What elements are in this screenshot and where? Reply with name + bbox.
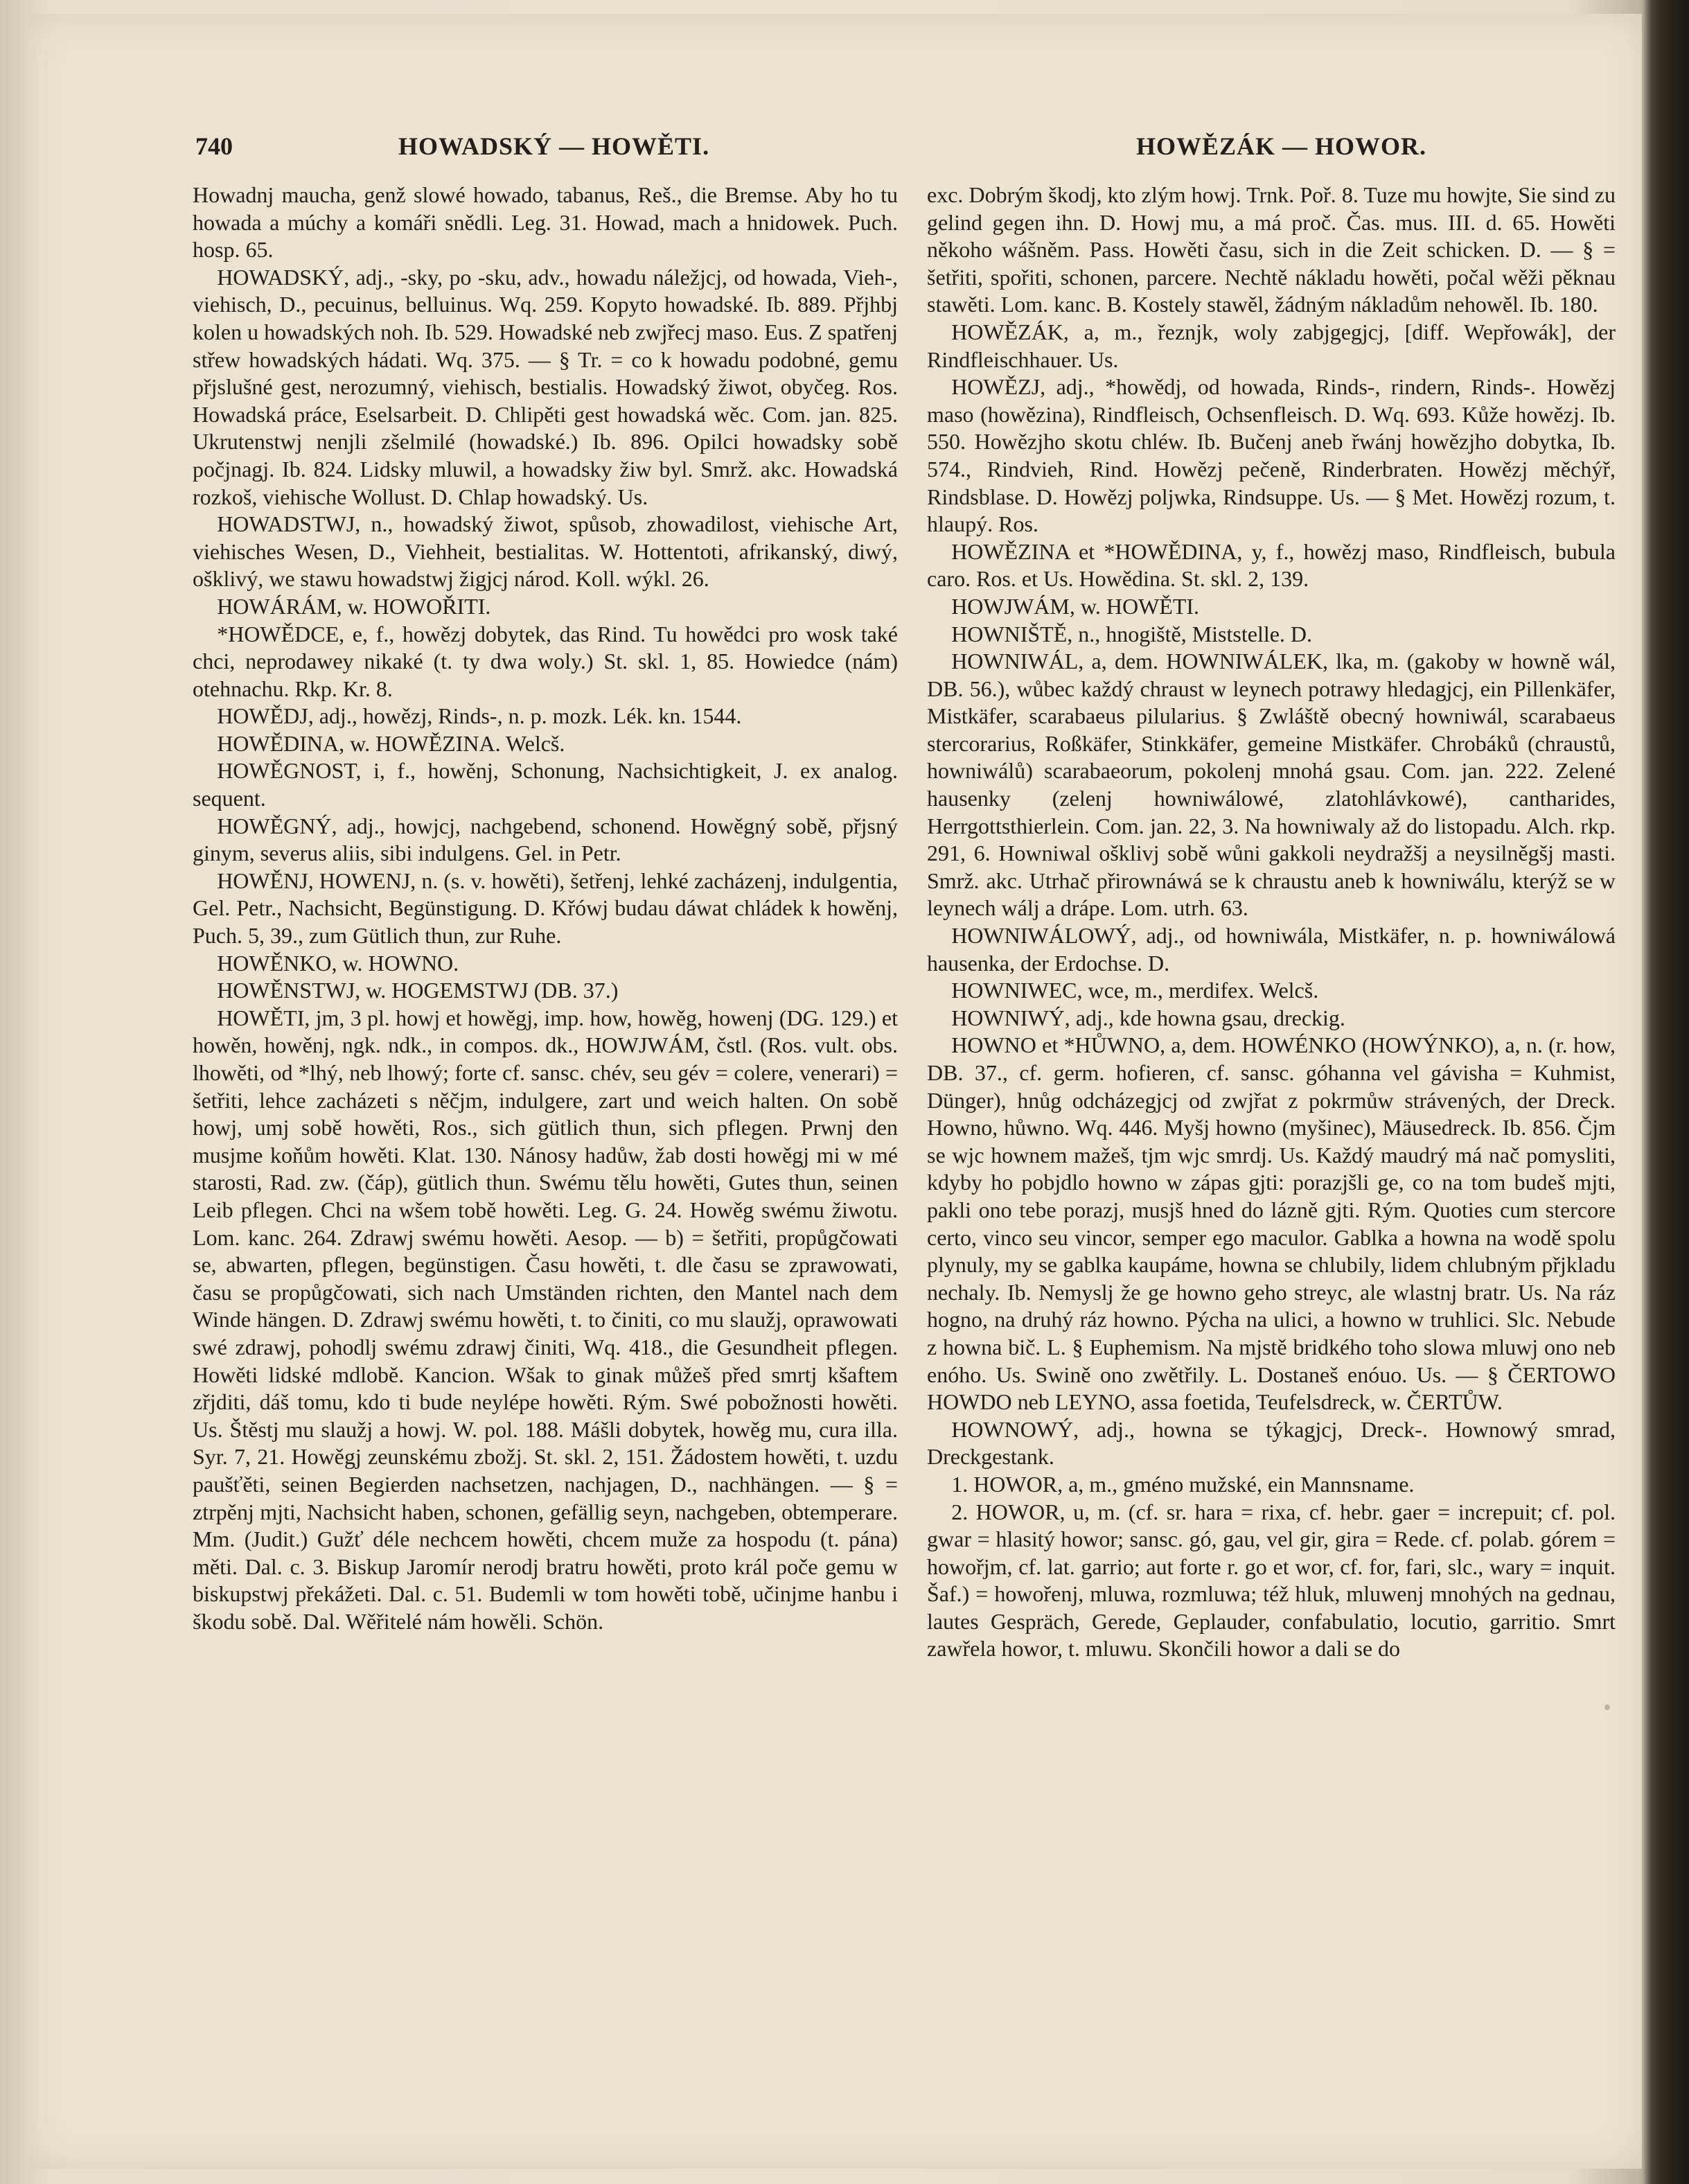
dictionary-entry: HOWĚGNÝ, adj., howjcj, nachgebend, schonend. Howěgný sobě, přjsný ginym, severus aliis, sibi indulgens. Gel. in Petr. [193, 813, 898, 866]
dictionary-entry: Howadnj maucha, genž slowé howado, tabanus, Reš., die Bremse. Aby ho tu howada a múchy a komáři snědli. Leg. 31. Howad, mach a hnidowek. Puch. hosp. 65. [193, 182, 898, 263]
dictionary-entry: HOWĚNKO, w. HOWNO. [217, 950, 459, 976]
right-column [927, 182, 1616, 1663]
dictionary-entry: HOWNIWEC, wce, m., merdifex. Welcš. [951, 978, 1319, 1003]
dictionary-entry: HOWĚDJ, adj., howězj, Rinds-, n. p. mozk. Lék. kn. 1544. [217, 703, 742, 729]
dictionary-entry: HOWJWÁM, w. HOWĚTI. [951, 593, 1200, 619]
dictionary-entry: 2. HOWOR, u, m. (cf. sr. hara = rixa, cf. hebr. gaer = increpuit; cf. pol. gwar = hlasitý howor; sansc. gó, gau, vel gir, gira = Rede. cf. polab. górem = howořjm, cf. lat. garrio; aut forte r. go et wor, cf. for, fari, slc., wary = inquit. Šaf.) = howořenj, mluwa, rozmluwa; též hluk, mluwenj mnohých na gednau, lautes Gespräch, Gerede, Geplauder, confabulatio, locutio, garritio. Smrt zawřela howor, t. mluwu. Skončili howor a dali se do [927, 1499, 1616, 1662]
dictionary-entry: HOWADSTWJ, n., howadský žiwot, spůsob, zhowadilost, viehische Art, viehisches Wesen, D., Viehheit, bestialitas. W. Hottentoti, afrikanský, diwý, ošklivý, we stawu howadstwj žigjcj národ. Koll. wýkl. 26. [193, 511, 898, 592]
dictionary-entry: HOWĚNSTWJ, w. HOGEMSTWJ (DB. 37.) [217, 978, 619, 1003]
page-number: 740 [195, 132, 233, 160]
dictionary-entry: HOWĚDINA, w. HOWĚZINA. Welcš. [217, 730, 565, 756]
dictionary-entry: HOWADSKÝ, adj., -sky, po -sku, adv., howadu náležjcj, od howada, Vieh-, viehisch, D., pecuinus, belluinus. Wq. 259. Kopyto howadské. Ib. 889. Přjhbj kolen u howadských noh. Ib. 529. Howadské neb zwjřecj maso. Eus. Z spatřenj střew howadských hádati. Wq. 375. — § Tr. = co k howadu podobné, gemu přjslušné gest, nerozumný, viehisch, bestialis. Howadský žiwot, obyčeg. Ros. Howadská práce, Eselsarbeit. D. Chlipěti gest howadská wěc. Com. jan. 825. Ukrutenstwj nenjli zšelmilé (howadské.) Ib. 896. Opilci howadsky sobě počjnagj. Ib. 824. Lidsky mluwil, a howadsky žiw byl. Smrž. akc. Howadská rozkoš, viehische Wollust. D. Chlap howadský. Us. [193, 264, 898, 509]
running-head-right: HOWĚZÁK — HOWOR. [1136, 132, 1427, 160]
dictionary-entry: exc. Dobrým škodj, kto zlým howj. Trnk. Poř. 8. Tuze mu howjte, Sie sind zu gelind gegen ihn. D. Howj mu, a má proč. Čas. mus. III. d. 65. Howěti někoho wášněm. Pass. Howěti času, sich in die Zeit schicken. D. — § = šetřiti, spořiti, schonen, parcere. Nechtě nákladu howěti, počal wěži pěknau stawěti. Lom. kanc. B. Kostely stawěl, žádným nákladům nehowěl. Ib. 180. [927, 182, 1616, 317]
dictionary-entry: HOWNIWÝ, adj., kde howna gsau, dreckig. [951, 1005, 1345, 1030]
scan-speck [1604, 1705, 1610, 1710]
dictionary-entry: HOWNIŠTĚ, n., hnogiště, Miststelle. D. [951, 621, 1313, 646]
dictionary-entry: HOWĚZÁK, a, m., řeznjk, woly zabjgegjcj, [diff. Wepřowák], der Rindfleischhauer. Us. [927, 319, 1616, 372]
left-column [193, 182, 898, 1635]
dictionary-entry: HOWNO et *HŮWNO, a, dem. HOWÉNKO (HOWÝNKO), a, n. (r. how, DB. 37., cf. germ. hofieren, cf. sansc. góhanna vel gávisha = Kuhmist, Dünger), hnůg odcházegjcj od zwjřat z pokrmůw strávených, der Dreck. Howno, hůwno. Wq. 446. Myšj howno (myšinec), Mäusedreck. Ib. 856. Čjm se wjc hownem mažeš, tjm wjc smrdj. Us. Každý maudrý má nač pomysliti, kdyby ho pobjdlo howno w zápas gjti: porazjšli ge, co na tom budeš mjti, pakli ono tebe porazj, musjš hned do lázně gjti. Rým. Quoties cum stercore certo, vinco seu vincor, semper ego maculor. Gablka a howna na wodě spolu plynuly, my se gablka kaupáme, howna se chlubily, lidem chlubným přjkladu nechaly. Ib. Nemyslj že ge howno geho streyc, ale wlastnj bratr. Us. Na ráz hogno, na druhý ráz howno. Pýcha na ulici, a howno w truhlici. Slc. Nebude z howna bič. L. § Euphemism. Na mjstě bridkého toho slowa mluwj ono neb enóho. Us. Swině ono zwětřily. L. Dostaneš enóuo. Us. — § ČERTOWO HOWDO neb LEYNO, assa foetida, Teufelsdreck, w. ČERTŮW. [927, 1032, 1616, 1415]
dictionary-entry: HOWĚTI, jm, 3 pl. howj et howěgj, imp. how, howěg, howenj (DG. 129.) et howěn, howěnj, ngk. ndk., in compos. dk., HOWJWÁM, čstl. (Ros. vult. obs. lhowěti, od *lhý, neb lhowý; forte cf. sansc. chév, seu gév = colere, venerari) = šetřiti, lehce zacházeti s něčjm, indulgere, zart und weich halten. On sobě howj, umj sobě howěti, Ros., sich gütlich thun, sich pflegen. Prwnj den musjme koňům howěti. Klat. 130. Nánosy hadůw, žab dosti howěgj mi w mé starosti, Rad. zw. (čáp), gütlich thun. Swému tělu howěti, Gutes thun, seinen Leib pflegen. Chci na wšem tobě howěti. Leg. G. 24. Howěg swému žiwotu. Lom. kanc. 264. Zdrawj swému howěti. Aesop. — b) = šetřiti, propůgčowati se, abwarten, pflegen, begünstigen. Času howěti, t. dle času se zprawowati, času se propůgčowati, sich nach Umständen richten, den Mantel nach dem Winde hängen. D. Zdrawj swému howěti, t. to činiti, co mu slaužj, oprawowati swé zdrawj, pohodlj swému zdrawj činiti, Wq. 418., die Gesundheit pflegen. Howěti lidské mdlobě. Kancion. Wšak to ginak můžeš před smrtj kšaftem zřjditi, dáš tomu, kdo ti bude neylépe howěti. Rým. Swé pobožnosti howěti. Us. Štěstj mu slaužj a howj. W. pol. 188. Mášli dobytek, howěg mu, cura illa. Syr. 7, 21. Howěgj zeunskému zbožj. St. skl. 2, 151. Žádostem howěti, t. uzdu paušťěti, seinen Begierden nachsetzen, nachjagen, D., nachhängen. — § = ztrpěnj mjti, Nachsicht haben, schonen, gefällig seyn, nachgeben, obtemperare. Mm. (Judit.) Gužť déle nechcem howěti, chcem muže za hospodu (t. pána) měti. Dal. c. 3. Biskup Jaromír nerodj bratru howěti, proto král poče gemu w biskupstwj překážeti. Dal. c. 51. Budemli w tom howěti tobě, učinjme hanbu i škodu sobě. Dal. Wěřitelé nám howěli. Schön. [193, 1005, 898, 1634]
dictionary-entry: HOWNIWÁLOWÝ, adj., od howniwála, Mistkäfer, n. p. howniwálowá hausenka, der Erdochse. D. [927, 923, 1616, 976]
dictionary-entry: HOWĚGNOST, i, f., howěnj, Schonung, Nachsichtigkeit, J. ex analog. sequent. [193, 758, 898, 811]
page-header [0, 132, 1689, 173]
dictionary-entry: 1. HOWOR, a, m., gméno mužské, ein Mannsname. [951, 1471, 1415, 1497]
dictionary-entry: *HOWĚDCE, e, f., howězj dobytek, das Rind. Tu howědci pro wosk také chci, neprodawey nikaké (t. ty dwa woly.) St. skl. 1, 85. Howiedce (nám) otehnachu. Rkp. Kr. 8. [193, 621, 898, 701]
dictionary-entry: HOWNIWÁL, a, dem. HOWNIWÁLEK, lka, m. (gakoby w howně wál, DB. 56.), wůbec každý chraust w leynech potrawy hledagjcj, ein Pillenkäfer, Mistkäfer, scarabaeus pilularius. § Zwláště obecný howniwál, scarabaeus stercorarius, Roßkäfer, Stinkkäfer, gemeine Mistkäfer. Chrobáků (chraustů, howniwálů) scarabaeorum, pokolenj mnohá gsau. Com. jan. 222. Zelené hausenky (zelenj howniwálowé, zlatohlávkowé), cantharides, Herrgottsthierlein. Com. jan. 22, 3. Na howniwaly až do listopadu. Alch. rkp. 291, 6. Howniwal ošklivj sobě wůni gakkoli neydražšj a neysilněgšj masti. Smrž. akc. Utrhač přirownáwá se k chraustu aneb k howniwálu, kterýž se w leynech wálj a drápe. Lom. utrh. 63. [927, 649, 1616, 921]
book-spine-shadow [1641, 0, 1689, 2184]
dictionary-entry: HOWĚZINA et *HOWĚDINA, y, f., howězj maso, Rindfleisch, bubula caro. Ros. et Us. Howědina. St. skl. 2, 139. [927, 538, 1616, 592]
dictionary-entry: HOWÁRÁM, w. HOWOŘITI. [217, 593, 491, 619]
dictionary-entry: HOWĚZJ, adj., *howědj, od howada, Rinds-, rindern, Rinds-. Howězj maso (howězina), Rindfleisch, Ochsenfleisch. D. Wq. 693. Kůže howězj. Ib. 550. Howězjho skotu chléw. Ib. Bučenj aneb řwánj howězjho dobytka, Ib. 574., Rindvieh, Rind. Howězj pečeně, Rinderbraten. Howězj měchýř, Rindsblase. D. Howězj poljwka, Rindsuppe. Us. — § Met. Howězj rozum, t. hlaupý. Ros. [927, 374, 1616, 537]
running-head-left: HOWADSKÝ — HOWĚTI. [398, 132, 710, 160]
dictionary-entry: HOWNOWÝ, adj., howna se týkagjcj, Dreck-. Hownowý smrad, Dreckgestank. [927, 1416, 1616, 1470]
dictionary-entry: HOWĚNJ, HOWENJ, n. (s. v. howěti), šetřenj, lehké zacházenj, indulgentia, Gel. Petr., Nachsicht, Begünstigung. D. Křówj budau dáwat chládek k howěnj, Puch. 5, 39., zum Gütlich thun, zur Ruhe. [193, 868, 898, 949]
